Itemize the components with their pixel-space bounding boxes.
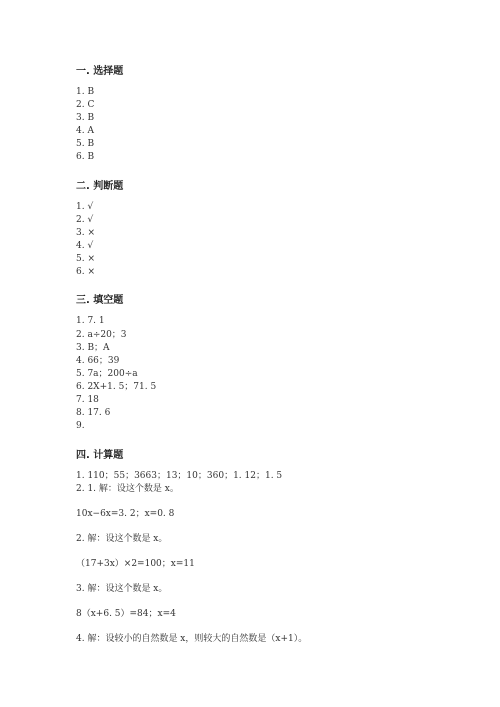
- calc-answer-4-solution: 8（x+6. 5）=84；x=4: [76, 609, 176, 619]
- choice-answer-1: 1. B: [76, 87, 95, 97]
- section-title-calculation: 四. 计算题: [76, 450, 124, 461]
- section-title-choice: 一. 选择题: [76, 66, 124, 77]
- judgement-answer-2: 2. √: [76, 215, 94, 225]
- judgement-answer-1: 1. √: [76, 202, 94, 212]
- fill-in-answer-7: 7. 18: [76, 395, 99, 405]
- choice-answer-3: 3. B: [76, 113, 95, 123]
- judgement-answer-5: 5. ×: [76, 254, 95, 264]
- calc-answer-2-solution: 10x−6x=3. 2；x=0. 8: [76, 509, 175, 519]
- judgement-answer-3: 3. ×: [76, 228, 95, 238]
- judgement-answer-6: 6. ×: [76, 267, 95, 277]
- choice-answer-5: 5. B: [76, 139, 95, 149]
- fill-in-answer-1: 1. 7. 1: [76, 316, 105, 326]
- choice-answer-4: 4. A: [76, 126, 94, 136]
- calc-answer-1: 1. 110；55；3663；13；10；360；1. 12；1. 5: [76, 471, 283, 481]
- calc-answer-3-solution: （17+3x）×2=100；x=11: [76, 559, 195, 569]
- judgement-answer-4: 4. √: [76, 241, 94, 251]
- calc-answer-5-setup: 4. 解：设较小的自然数是 x，则较大的自然数是（x+1）。: [76, 634, 308, 644]
- calc-answer-2-setup: 2. 1. 解：设这个数是 x。: [76, 484, 179, 494]
- choice-answer-2: 2. C: [76, 100, 95, 110]
- fill-in-answer-9: 9.: [76, 421, 85, 431]
- fill-in-answer-6: 6. 2X+1. 5；71. 5: [76, 382, 157, 392]
- calc-answer-4-setup: 3. 解：设这个数是 x。: [76, 584, 168, 594]
- fill-in-answer-4: 4. 66；39: [76, 356, 120, 366]
- section-title-fill-in: 三. 填空题: [76, 295, 124, 306]
- fill-in-answer-2: 2. a÷20；3: [76, 330, 127, 340]
- choice-answer-6: 6. B: [76, 152, 95, 162]
- section-title-judgement: 二. 判断题: [76, 181, 124, 192]
- fill-in-answer-8: 8. 17. 6: [76, 408, 111, 418]
- calc-answer-3-setup: 2. 解：设这个数是 x。: [76, 534, 168, 544]
- fill-in-answer-3: 3. B；A: [76, 343, 110, 353]
- fill-in-answer-5: 5. 7a；200÷a: [76, 369, 138, 379]
